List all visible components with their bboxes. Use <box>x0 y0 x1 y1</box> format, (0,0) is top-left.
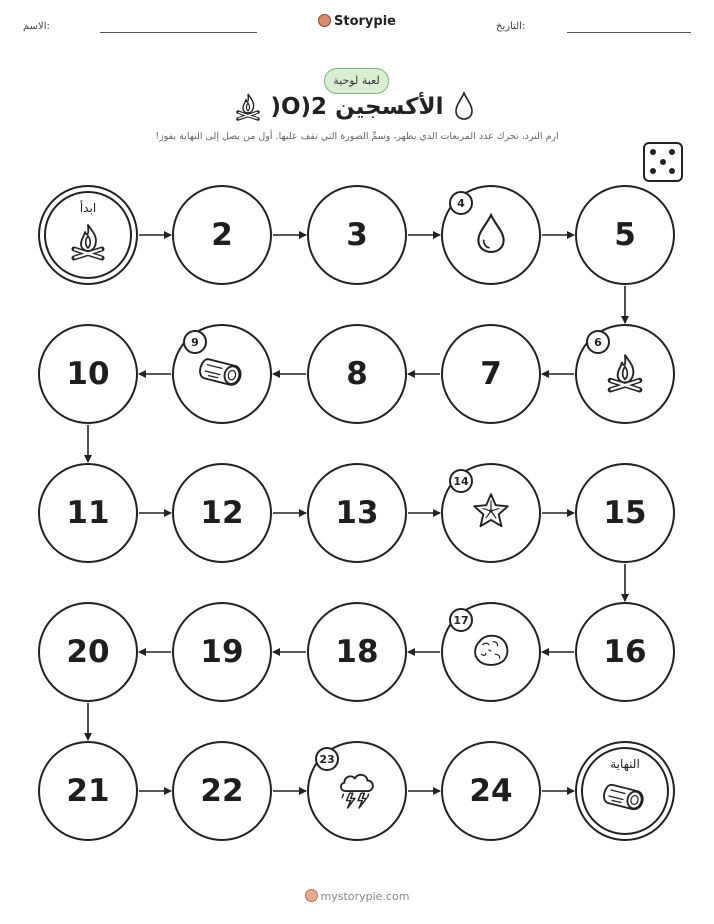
space-number-badge: 14 <box>449 469 473 493</box>
space-number: 12 <box>200 495 244 531</box>
game-type-tag: لعبة لوحية <box>324 68 389 94</box>
water-drop-icon <box>470 212 512 258</box>
space-number: 8 <box>346 356 368 392</box>
board-space-24 <box>441 741 541 841</box>
board-space-16 <box>575 602 675 702</box>
footer-bear-icon <box>305 889 318 902</box>
space-number: 7 <box>480 356 502 392</box>
space-number: 18 <box>335 634 379 670</box>
page-title: الأكسجين O)2( <box>270 94 444 120</box>
starfruit-icon <box>470 490 512 536</box>
board-space-8 <box>307 324 407 424</box>
board-space-5 <box>575 185 675 285</box>
space-number: 2 <box>211 217 233 253</box>
date-label: التاريخ: <box>496 21 526 32</box>
rock-icon <box>470 629 512 675</box>
campfire-icon <box>68 221 108 265</box>
space-number-badge: 4 <box>449 191 473 215</box>
name-label: الاسم: <box>23 21 50 32</box>
space-number-badge: 23 <box>315 747 339 771</box>
space-number: 15 <box>603 495 647 531</box>
board-space-20 <box>38 602 138 702</box>
campfire-icon <box>604 351 646 397</box>
board-space-7 <box>441 324 541 424</box>
space-number: 5 <box>614 217 636 253</box>
finish-space <box>575 741 675 841</box>
board-space-18 <box>307 602 407 702</box>
space-number: 20 <box>66 634 110 670</box>
space-number: 10 <box>66 356 110 392</box>
start-label: ابدأ <box>79 201 97 215</box>
board-space-22 <box>172 741 272 841</box>
board-space-3 <box>307 185 407 285</box>
board-space-11 <box>38 463 138 563</box>
footer <box>0 889 714 903</box>
board-space-13 <box>307 463 407 563</box>
space-number: 3 <box>346 217 368 253</box>
instructions-text: ارم النرد، تحرك عدد المربعات الذي يظهر، وسمِّ الصورة التي تقف عليها. أول من يصل إلى النهاية يفوز! <box>155 131 559 142</box>
space-number-badge: 17 <box>449 608 473 632</box>
board-space-12 <box>172 463 272 563</box>
board-space-19 <box>172 602 272 702</box>
brand-name: Storypie <box>334 14 396 29</box>
board-space-15 <box>575 463 675 563</box>
log-icon <box>199 349 245 399</box>
finish-label: النهاية <box>610 757 640 771</box>
space-number: 13 <box>335 495 379 531</box>
space-number: 11 <box>66 495 110 531</box>
space-number: 22 <box>200 773 244 809</box>
space-number-badge: 9 <box>183 330 207 354</box>
space-number: 19 <box>200 634 244 670</box>
board-space-2 <box>172 185 272 285</box>
board-space-21 <box>38 741 138 841</box>
space-number-badge: 6 <box>586 330 610 354</box>
footer-url: mystorypie.com <box>320 890 410 903</box>
start-space <box>38 185 138 285</box>
space-number: 16 <box>603 634 647 670</box>
thunderstorm-icon <box>336 768 378 814</box>
log-icon <box>603 775 647 823</box>
space-number: 21 <box>66 773 110 809</box>
board-space-10 <box>38 324 138 424</box>
space-number: 24 <box>469 773 513 809</box>
